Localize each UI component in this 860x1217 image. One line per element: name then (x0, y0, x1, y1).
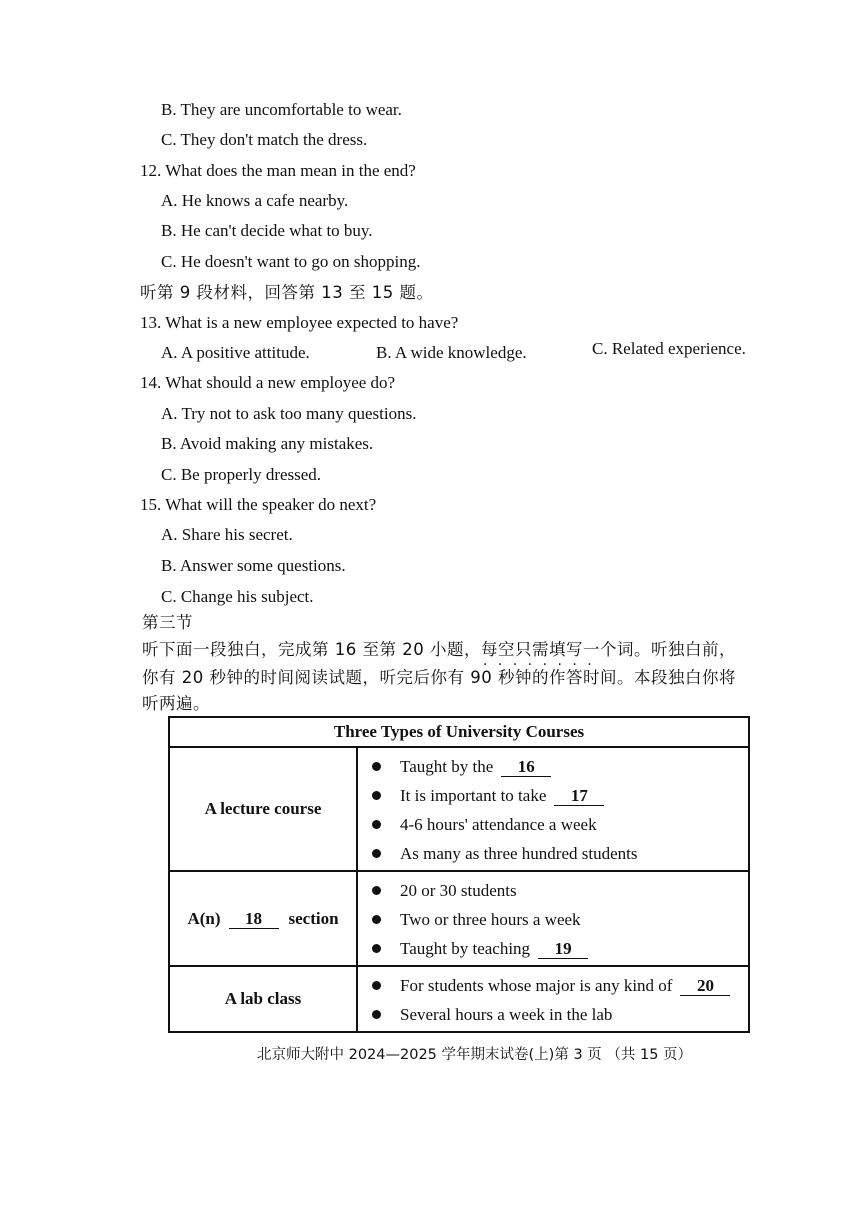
list-item (372, 810, 748, 839)
item-text: Taught by teaching (400, 939, 531, 958)
item-text: 20 or 30 students (400, 881, 517, 900)
q13-option-b: B. A wide knowledge. (376, 343, 527, 362)
list-item (372, 876, 748, 905)
item-text: It is important to take (400, 786, 547, 805)
list-item (372, 1000, 748, 1029)
part3-instruction-line2: 你有 20 秒钟的时间阅读试题，听完后你有 90 秒钟的作答时间。本段独白你将 (142, 668, 736, 687)
item-text: Two or three hours a week (400, 910, 581, 929)
page-footer: 北京师大附中 2024—2025 学年期末试卷(上)第 3 页 （共 15 页） (257, 1047, 693, 1063)
q12-option-a: A. He knows a cafe nearby. (161, 191, 349, 210)
q14-question: 14. What should a new employee do? (140, 373, 396, 392)
answer-blank-16: 16 (501, 758, 551, 777)
item-text: Several hours a week in the lab (400, 1005, 613, 1024)
q13-option-c: C. Related experience. (592, 339, 746, 358)
list-item (372, 752, 748, 781)
list-item (372, 905, 748, 934)
q15-option-c: C. Change his subject. (161, 587, 314, 606)
emphasis-text: 每空只需填写一个词 · · · (481, 640, 634, 659)
q12-question: 12. What does the man mean in the end? (140, 161, 416, 180)
row-label-lecture: A lecture course (169, 747, 357, 871)
table-row-lecture (169, 747, 749, 871)
label-text: A(n) (187, 908, 221, 928)
q12-option-c: C. He doesn't want to go on shopping. (161, 252, 421, 271)
table-title: Three Types of University Courses (169, 717, 749, 747)
row-label-section (169, 871, 357, 966)
list-item (372, 839, 748, 868)
table-row-section (169, 871, 749, 966)
answer-blank-19: 19 (538, 940, 588, 959)
section9-intro: 听第 9 段材料，回答第 13 至 15 题。 (140, 283, 434, 302)
q14-option-b: B. Avoid making any mistakes. (161, 434, 374, 453)
list-item (372, 781, 748, 810)
answer-blank-17: 17 (554, 787, 604, 806)
part3-instruction-line3: 听两遍。 (142, 694, 210, 713)
row-label-lab: A lab class (169, 966, 357, 1032)
q11-option-c: C. They don't match the dress. (161, 130, 368, 149)
part3-instruction-line1 (142, 639, 736, 661)
table-row-lab (169, 966, 749, 1032)
q13-question: 13. What is a new employee expected to have? (140, 313, 459, 332)
item-text: 4-6 hours' attendance a week (400, 815, 597, 834)
row-items-lecture (357, 747, 749, 871)
q15-option-b: B. Answer some questions. (161, 556, 346, 575)
answer-blank-20: 20 (680, 977, 730, 996)
item-text: As many as three hundred students (400, 844, 638, 863)
row-items-lab (357, 966, 749, 1032)
q13-option-a: A. A positive attitude. (161, 343, 310, 362)
instruction-text: 。听独白前， (633, 640, 736, 659)
part3-heading: 第三节 (142, 613, 193, 632)
list-item (372, 971, 748, 1000)
label-text: section (288, 908, 339, 928)
row-items-section (357, 871, 749, 966)
item-text: Taught by the (400, 757, 494, 776)
q14-option-a: A. Try not to ask too many questions. (161, 404, 417, 423)
instruction-text: 听下面一段独白，完成第 16 至第 20 小题， (142, 640, 481, 659)
list-item (372, 934, 748, 963)
courses-table (168, 716, 750, 1033)
q15-option-a: A. Share his secret. (161, 525, 293, 544)
q15-question: 15. What will the speaker do next? (140, 495, 377, 514)
item-text: For students whose major is any kind of (400, 976, 673, 995)
q14-option-c: C. Be properly dressed. (161, 465, 322, 484)
q12-option-b: B. He can't decide what to buy. (161, 221, 373, 240)
q11-option-b: B. They are uncomfortable to wear. (161, 100, 402, 119)
answer-blank-18: 18 (229, 910, 279, 929)
